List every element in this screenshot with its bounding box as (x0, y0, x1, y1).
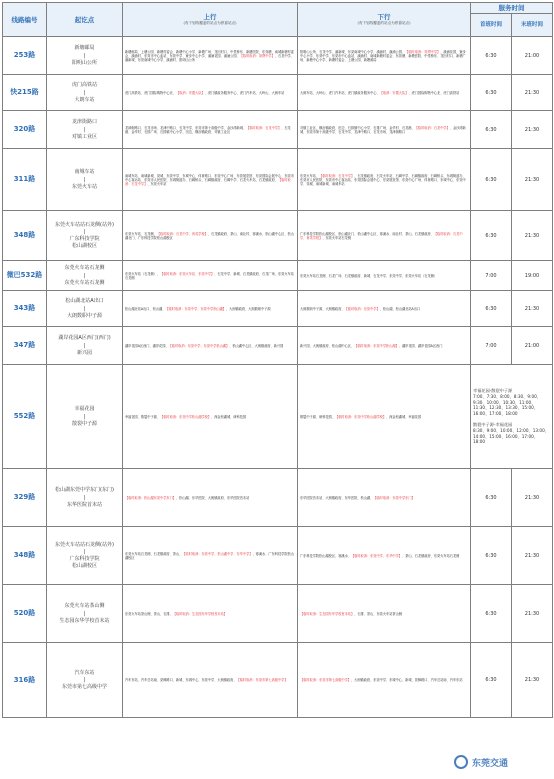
route-terminals (47, 149, 123, 211)
first-bus-time: 6:30 (471, 643, 512, 718)
last-bus-time: 21:00 (512, 327, 553, 365)
down-stops (298, 37, 471, 75)
stop-list-text: 、石排、茶山、东莞火车站茶山侧 (354, 611, 402, 616)
down-stops (298, 75, 471, 111)
last-bus-time: 21:30 (512, 211, 553, 261)
up-stops (123, 469, 298, 527)
header-down: 下行 (有下划线覆盖的站点为停靠站点) (298, 3, 471, 37)
down-stops (298, 261, 471, 291)
first-bus-time: 6:30 (471, 75, 512, 111)
up-stops (123, 643, 298, 718)
terminal-stop: 生态园东华学校首末站 (59, 617, 110, 624)
stop-list-text: 新兴园、大朗镇政府、松山湖中心区、 (300, 343, 355, 348)
stop-list-text: 散裂中子源、研科技园、 (300, 414, 336, 419)
cancelled-stop-note: 【临时取消：东莞中学东门】 (373, 495, 415, 500)
up-stops (123, 211, 298, 261)
terminal-stop: 东莞市第七高级中学 (61, 684, 107, 691)
stop-list-text: 、寒溪水、广东科技学院松山湖校区 (125, 551, 294, 560)
table-row (3, 469, 553, 527)
terminal-stop: | (83, 413, 86, 420)
route-terminals (47, 111, 123, 149)
stop-list-text: 龙津街路口、石龙市场、龙津中路口、石龙中学、东莞市第十高级中学、金沙湾新城、 (125, 125, 247, 130)
route-number: 微巴532路 (3, 261, 47, 291)
stop-list-text: 大朗数职中子源、大朗镇政府、 (300, 306, 345, 311)
terminal-stop: 幸福花园 (74, 406, 95, 413)
route-terminals (47, 327, 123, 365)
up-stops (123, 291, 298, 327)
stop-list-text: 南城车站、南城新城、莞城、东莞中学、东城中心、体育路口、东莞中心广场、东莞展览馆、东莞国际会展中心、东莞市中心客运站、东莞市人民医院、东城街道办、石碣桥头、石碣镇政府、石碣中学、石龙火车站、石龙镇政府、 (125, 173, 294, 182)
stop-list-text: 、石龙中学、新城、石龙镇政府、石龙广场、东莞火车站石龙侧 (125, 271, 294, 280)
terminal-stop: 阳明山公所 (71, 59, 97, 66)
terminal-stop: 东华医院首末站 (66, 501, 102, 508)
terminal-stop: | (83, 342, 86, 349)
first-bus-time: 6:30 (471, 527, 512, 585)
header-first: 首班时间 (471, 14, 512, 37)
stop-list-text: 、石龙镇政府、石龙火车站、石碣中学、石碣镇政府、石碣桥头、东城街道办、东莞市人民医院、东莞市中心客运站、东莞国际会展中心、东莞展览馆、东莞中心广场、体育路口、东城中心、东莞中学、莞城、南城新城、南城车站 (300, 173, 466, 186)
up-stops (123, 75, 298, 111)
bus-route-table (2, 2, 553, 718)
terminal-stop: | (83, 176, 86, 183)
terminal-stop: 虎门高铁站 (71, 82, 97, 89)
route-terminals (47, 585, 123, 643)
table-row (3, 365, 553, 469)
route-terminals (47, 261, 123, 291)
stop-list-text: 东华医院首末站、大朗镇政府、东华医院、松山湖、 (300, 495, 374, 500)
cancelled-stop-note: 【临时取消：生态园东华学校首末站】 (172, 611, 227, 616)
table-row (3, 149, 553, 211)
wechat-logo-icon (454, 755, 468, 769)
stop-list-text: 、茶山、石龙镇政府、东莞火车站石龙侧 (402, 553, 460, 558)
route-number: 311路 (3, 149, 47, 211)
stop-list-text: 大朗车站、大岭山、虎门汽车站、虎门镇政务服务中心、 (300, 90, 380, 95)
first-bus-time: 6:30 (471, 469, 512, 527)
last-bus-time: 21:30 (512, 75, 553, 111)
cancelled-stop-note: 【临时取消：东莞火车站、东莞中学】 (160, 271, 215, 276)
cancelled-stop-note: 【临时取消：东莞中学、东华中学】 (351, 553, 402, 558)
terminal-stop: 对镇工业区 (71, 133, 97, 140)
up-stops (123, 149, 298, 211)
cancelled-stop-note: 【临时取消：东莞市第七高级中学】 (300, 678, 351, 683)
stop-list-text: 、石龙港、金华村、石排广场、石排镇中心小学、田边、横沥镇政府、对镇工业区 (125, 125, 291, 134)
route-number: 520路 (3, 585, 47, 643)
stop-list-text: 虎门高铁站、虎门国际购物中心北、 (125, 90, 176, 95)
route-number: 320路 (3, 111, 47, 149)
terminal-stop: | (83, 494, 86, 501)
cancelled-stop-note: 【临时取消：石龙中学】 (319, 173, 355, 178)
down-stops (298, 291, 471, 327)
terminal-stop: 松山湖北站A出口 (65, 298, 104, 305)
header-last: 末班时间 (512, 14, 553, 37)
route-number: 343路 (3, 291, 47, 327)
cancelled-stop-note: 【临时取消：莞朔中学】 (405, 49, 441, 54)
stop-list-text: 、石龙镇政府、茶山、南社村、寒溪水、松山湖中心区、松山湖北门、广东科技学院松山湖校区 (125, 231, 294, 240)
terminal-stop: 广东科技学院 (69, 236, 100, 243)
table-row (3, 643, 553, 718)
stop-list-text: 阳明山公所、石龙中学、潢新城、东莞南城中心小学、潢涌村、潢涌公园、 (300, 49, 406, 54)
table-row (3, 527, 553, 585)
cancelled-stop-note: 【临时取消：东莞中学、松山湖中学、东华中学】 (182, 551, 253, 556)
terminal-stop: | (83, 89, 86, 96)
last-bus-time: 21:30 (512, 291, 553, 327)
route-terminals (47, 643, 123, 718)
route-terminals (47, 365, 123, 469)
route-terminals (47, 291, 123, 327)
last-bus-time: 19:00 (512, 261, 553, 291)
header-service: 服务时间 (471, 3, 553, 14)
terminal-stop: | (83, 548, 86, 555)
header-up: 上行 (有下划线覆盖的站点为停靠站点) (123, 3, 298, 37)
first-bus-time: 7:00 (471, 327, 512, 365)
terminal-stop: 东莞火车站 (71, 183, 97, 190)
last-bus-time: 21:30 (512, 643, 553, 718)
terminal-stop: | (83, 610, 86, 617)
watermark (454, 753, 544, 771)
stop-list-text: 东莞火车站石龙侧、石龙镇政府、茶山、 (125, 551, 183, 556)
route-number: 253路 (3, 37, 47, 75)
terminal-stop: | (83, 52, 86, 59)
up-stops (123, 111, 298, 149)
down-stops (298, 643, 471, 718)
stop-list-text: 、深金松湖城、幸福花园 (386, 414, 422, 419)
stop-list-text: 、虎门国际购物中心北、虎门高铁站 (408, 90, 460, 95)
terminal-stop: 东莞火车站石龙侧 (64, 265, 105, 272)
down-stops (298, 469, 471, 527)
first-bus-time: 6:30 (471, 211, 512, 261)
stop-list-text: 、大朗镇政府、东莞中学、东城中心、新城、莞樟路口、汽车总站南、汽车东站 (351, 678, 463, 683)
first-bus-time: 6:30 (471, 291, 512, 327)
table-row (3, 75, 553, 111)
table-row (3, 327, 553, 365)
route-terminals (47, 75, 123, 111)
terminal-stop: 大朗车站 (74, 96, 95, 103)
header-route: 线路编号 (3, 3, 47, 37)
stop-list-text: 、虎门镇政务服务中心、虎门汽车站、大岭山、大朗车站 (204, 90, 285, 95)
terminal-stop: | (83, 228, 86, 235)
table-row (3, 211, 553, 261)
cancelled-stop-note: 【临时取消：松山湖东莞中学东门】 (125, 495, 176, 500)
cancelled-stop-note: 【临时取消：石龙中学、育英学校】 (300, 231, 463, 240)
down-stops (298, 211, 471, 261)
cancelled-stop-note: 【临时取消：石龙中学】 (414, 125, 450, 130)
up-stops (123, 327, 298, 365)
terminal-stop: 东莞火车站站石龙侧(站外) (55, 221, 114, 228)
down-stops (298, 527, 471, 585)
stop-list-text: 、潢涌花园、寮步中心小学、东莞中学、东莞市中心血站、潢涌村、南城新塘村委会、东莞塘、新塘医院、中堂桥东、龙田村口、新塘广场、新塘中心小学、新塘村委会、上塘公园、新塘邮局 (300, 49, 466, 62)
first-bus-time: 6:30 (471, 585, 512, 643)
last-bus-time: 21:00 (512, 37, 553, 75)
terminal-stop: 湖岸花园A区西门(西门) (58, 335, 111, 342)
terminal-stop: | (83, 272, 86, 279)
terminal-stop: | (83, 126, 86, 133)
cancelled-stop-note: 【临时取消：东莞市第七高级中学】 (236, 678, 288, 683)
terminal-stop: 新塘邮局 (74, 45, 95, 52)
cancelled-stop-note: 【取消：安置大队】 (379, 90, 409, 95)
cancelled-stop-note: 【临时取消：东莞中学松山湖学校】 (335, 414, 387, 419)
last-bus-time: 21:30 (512, 111, 553, 149)
stop-list-text: 东莞火车站茶山侧、茶山、石排、 (125, 611, 173, 616)
cancelled-stop-note: 【临时取消：石龙中学】 (246, 125, 282, 130)
route-terminals (47, 211, 123, 261)
terminal-stop: | (83, 305, 86, 312)
route-terminals (47, 37, 123, 75)
stop-list-text: 、东莞火车站 (147, 181, 167, 186)
table-row (3, 261, 553, 291)
route-number: 316路 (3, 643, 47, 718)
cancelled-stop-note: 【临时取消：东莞中学、东莞中学松山湖】 (168, 343, 230, 348)
stop-list-text: 湖岸花园A区西门、湖岸花园、 (125, 343, 169, 348)
down-stops (298, 585, 471, 643)
cancelled-stop-note: 【临时取消：东莞中学】 (344, 306, 380, 311)
table-row (3, 585, 553, 643)
up-stops (123, 261, 298, 291)
cancelled-stop-note: 【临时取消：东莞中学松山湖学校】 (160, 414, 212, 419)
cancelled-stop-note: 【临时取消：莞朔中学】 (239, 53, 275, 58)
stop-list-text: 、东莞火车站石龙侧 (322, 235, 351, 240)
stop-list-text: 、松山湖、松山湖北站A出口 (379, 306, 421, 311)
down-stops (298, 111, 471, 149)
route-number: 347路 (3, 327, 47, 365)
header-terminals: 起讫点 (47, 3, 123, 37)
stop-list-text: 东莞火车站石龙侧、石龙广场、石龙镇政府、新城、石龙中学、东莞中学、东莞火车站（石龙侧） (300, 273, 438, 278)
terminal-stop: 南城车站 (74, 169, 95, 176)
stop-list-text: 东莞火车站（石龙侧）、 (125, 271, 161, 276)
terminal-stop: 广东科技学院 (69, 556, 100, 563)
stop-list-text: 、松山湖中心区、大朗镇政府、新兴园 (229, 343, 284, 348)
stop-list-text: 、大朗镇政府、大朗数职中子源 (226, 306, 271, 311)
last-bus-time: 21:30 (512, 469, 553, 527)
stop-list-text: 新塘邮局、上塘公园、新塘村委会、新塘中心小学、新塘广场、龙田村口、中堂桥东、新塘医院、东莞塘、南城新塘村委会、潢涌村、东莞市中心血站、东莞中学、寮步中心小学、潢涌花园、潢涌公园、 (125, 49, 294, 58)
watermark-text: 东莞交通 (472, 758, 509, 769)
stop-list-text: 、深金松湖城、研科技园 (211, 414, 247, 419)
stop-list-text: 东莞火车站、 (300, 173, 320, 178)
first-bus-time: 6:30 (471, 37, 512, 75)
route-number: 348路 (3, 211, 47, 261)
last-bus-time: 21:30 (512, 585, 553, 643)
stop-list-text: 广东科技学院松山湖校区、松山湖北门、松山湖中心区、寒溪水、南社村、茶山、石龙镇政府、 (300, 231, 434, 236)
terminal-stop: 松山湖校区 (71, 243, 97, 250)
cancelled-stop-note: 【临时取消：东莞中学松山湖】 (354, 343, 399, 348)
route-number: 348路 (3, 527, 47, 585)
route-number: 329路 (3, 469, 47, 527)
terminal-stop: 东莞火车站站石龙侧(站外) (55, 541, 114, 548)
stop-list-text: 、金沙湾新城、东莞市第十高级中学、石龙中学、龙津中路口、石龙市场、龙津街路口 (300, 125, 466, 134)
terminal-stop: | (83, 677, 86, 683)
cancelled-stop-note: 【临时取消：东莞中学、东莞中学松山湖】 (165, 306, 226, 311)
route-number: 快215路 (3, 75, 47, 111)
cancelled-stop-note: 【临时取消：石龙中学、育英学校】 (156, 231, 208, 236)
last-bus-time: 21:30 (512, 527, 553, 585)
up-stops (123, 365, 298, 469)
terminal-stop: 东莞火车站茶山侧 (64, 603, 105, 610)
terminal-stop: 松山湖校区 (71, 563, 97, 570)
stop-list-text: 、湖岸花园、湖岸花园A区西门 (398, 343, 443, 348)
first-bus-time: 6:30 (471, 111, 512, 149)
down-stops (298, 327, 471, 365)
down-stops (298, 365, 471, 469)
route-terminals (47, 469, 123, 527)
route-number: 552路 (3, 365, 47, 469)
first-bus-time: 7:00 (471, 261, 512, 291)
table-row (3, 37, 553, 75)
terminal-stop: 龙津街路口 (71, 119, 97, 126)
stop-list-text: 对镇工业区、横沥镇政府、田边、石排镇中心小学、石排广场、金华村、石龙港、 (300, 125, 415, 130)
table-row (3, 291, 553, 327)
terminal-stop: 汽车东站 (74, 669, 95, 676)
up-stops (123, 585, 298, 643)
cancelled-stop-note: 【临时取消：生态园东华学校首末站】 (300, 611, 355, 616)
stop-list-text: 、石龙中学、潢新城、东莞南城中心小学、潢涌村、阳明山公所 (125, 53, 294, 62)
table-row (3, 111, 553, 149)
cancelled-stop-note: 【临时取消：石龙中学】 (125, 177, 291, 186)
stop-list-text: 汽车东站、汽车总站南、莞樟路口、新城、东城中心、东莞中学、大朗镇政府、 (125, 678, 237, 683)
terminal-stop: 大朗数职中子源 (66, 312, 102, 319)
up-stops (123, 527, 298, 585)
down-stops (298, 149, 471, 211)
terminal-stop: 东莞火车站石龙侧 (64, 279, 105, 286)
stop-list-text: 、松山湖、东华医院、大朗镇政府、东华医院首末站 (176, 495, 250, 500)
first-bus-time: 6:30 (471, 149, 512, 211)
stop-list-text: 广东科技学院松山湖校区、寒溪水、 (300, 553, 351, 558)
terminal-stop: 松山湖东莞中学东门(东门) (55, 487, 114, 494)
terminal-stop: 散裂中子源 (71, 420, 97, 427)
terminal-stop: 新兴园 (76, 349, 92, 356)
stop-list-text: 东莞火车站、石龙侧、 (125, 231, 157, 236)
stop-list-text: 松山湖北站A出口、松山湖、 (125, 306, 166, 311)
up-stops (123, 37, 298, 75)
schedule-list: 幸福花园-散裂中子源 7:00、7:30、8:00、8:30、9:00、9:30、10:00、10:30、11:00、11:30、12:30、13:30、15:00、16:00、17:00、18:00 散裂中子源-幸福花园 8:30、9:00、10:00、12:00、13:00、14:00、15:00、16:00、17:00、18:00 (471, 365, 553, 469)
route-terminals (47, 527, 123, 585)
stop-list-text: 幸福花园、散裂中子源、 (125, 414, 161, 419)
cancelled-stop-note: 【取消：安置大队】 (176, 90, 205, 95)
last-bus-time: 21:30 (512, 149, 553, 211)
